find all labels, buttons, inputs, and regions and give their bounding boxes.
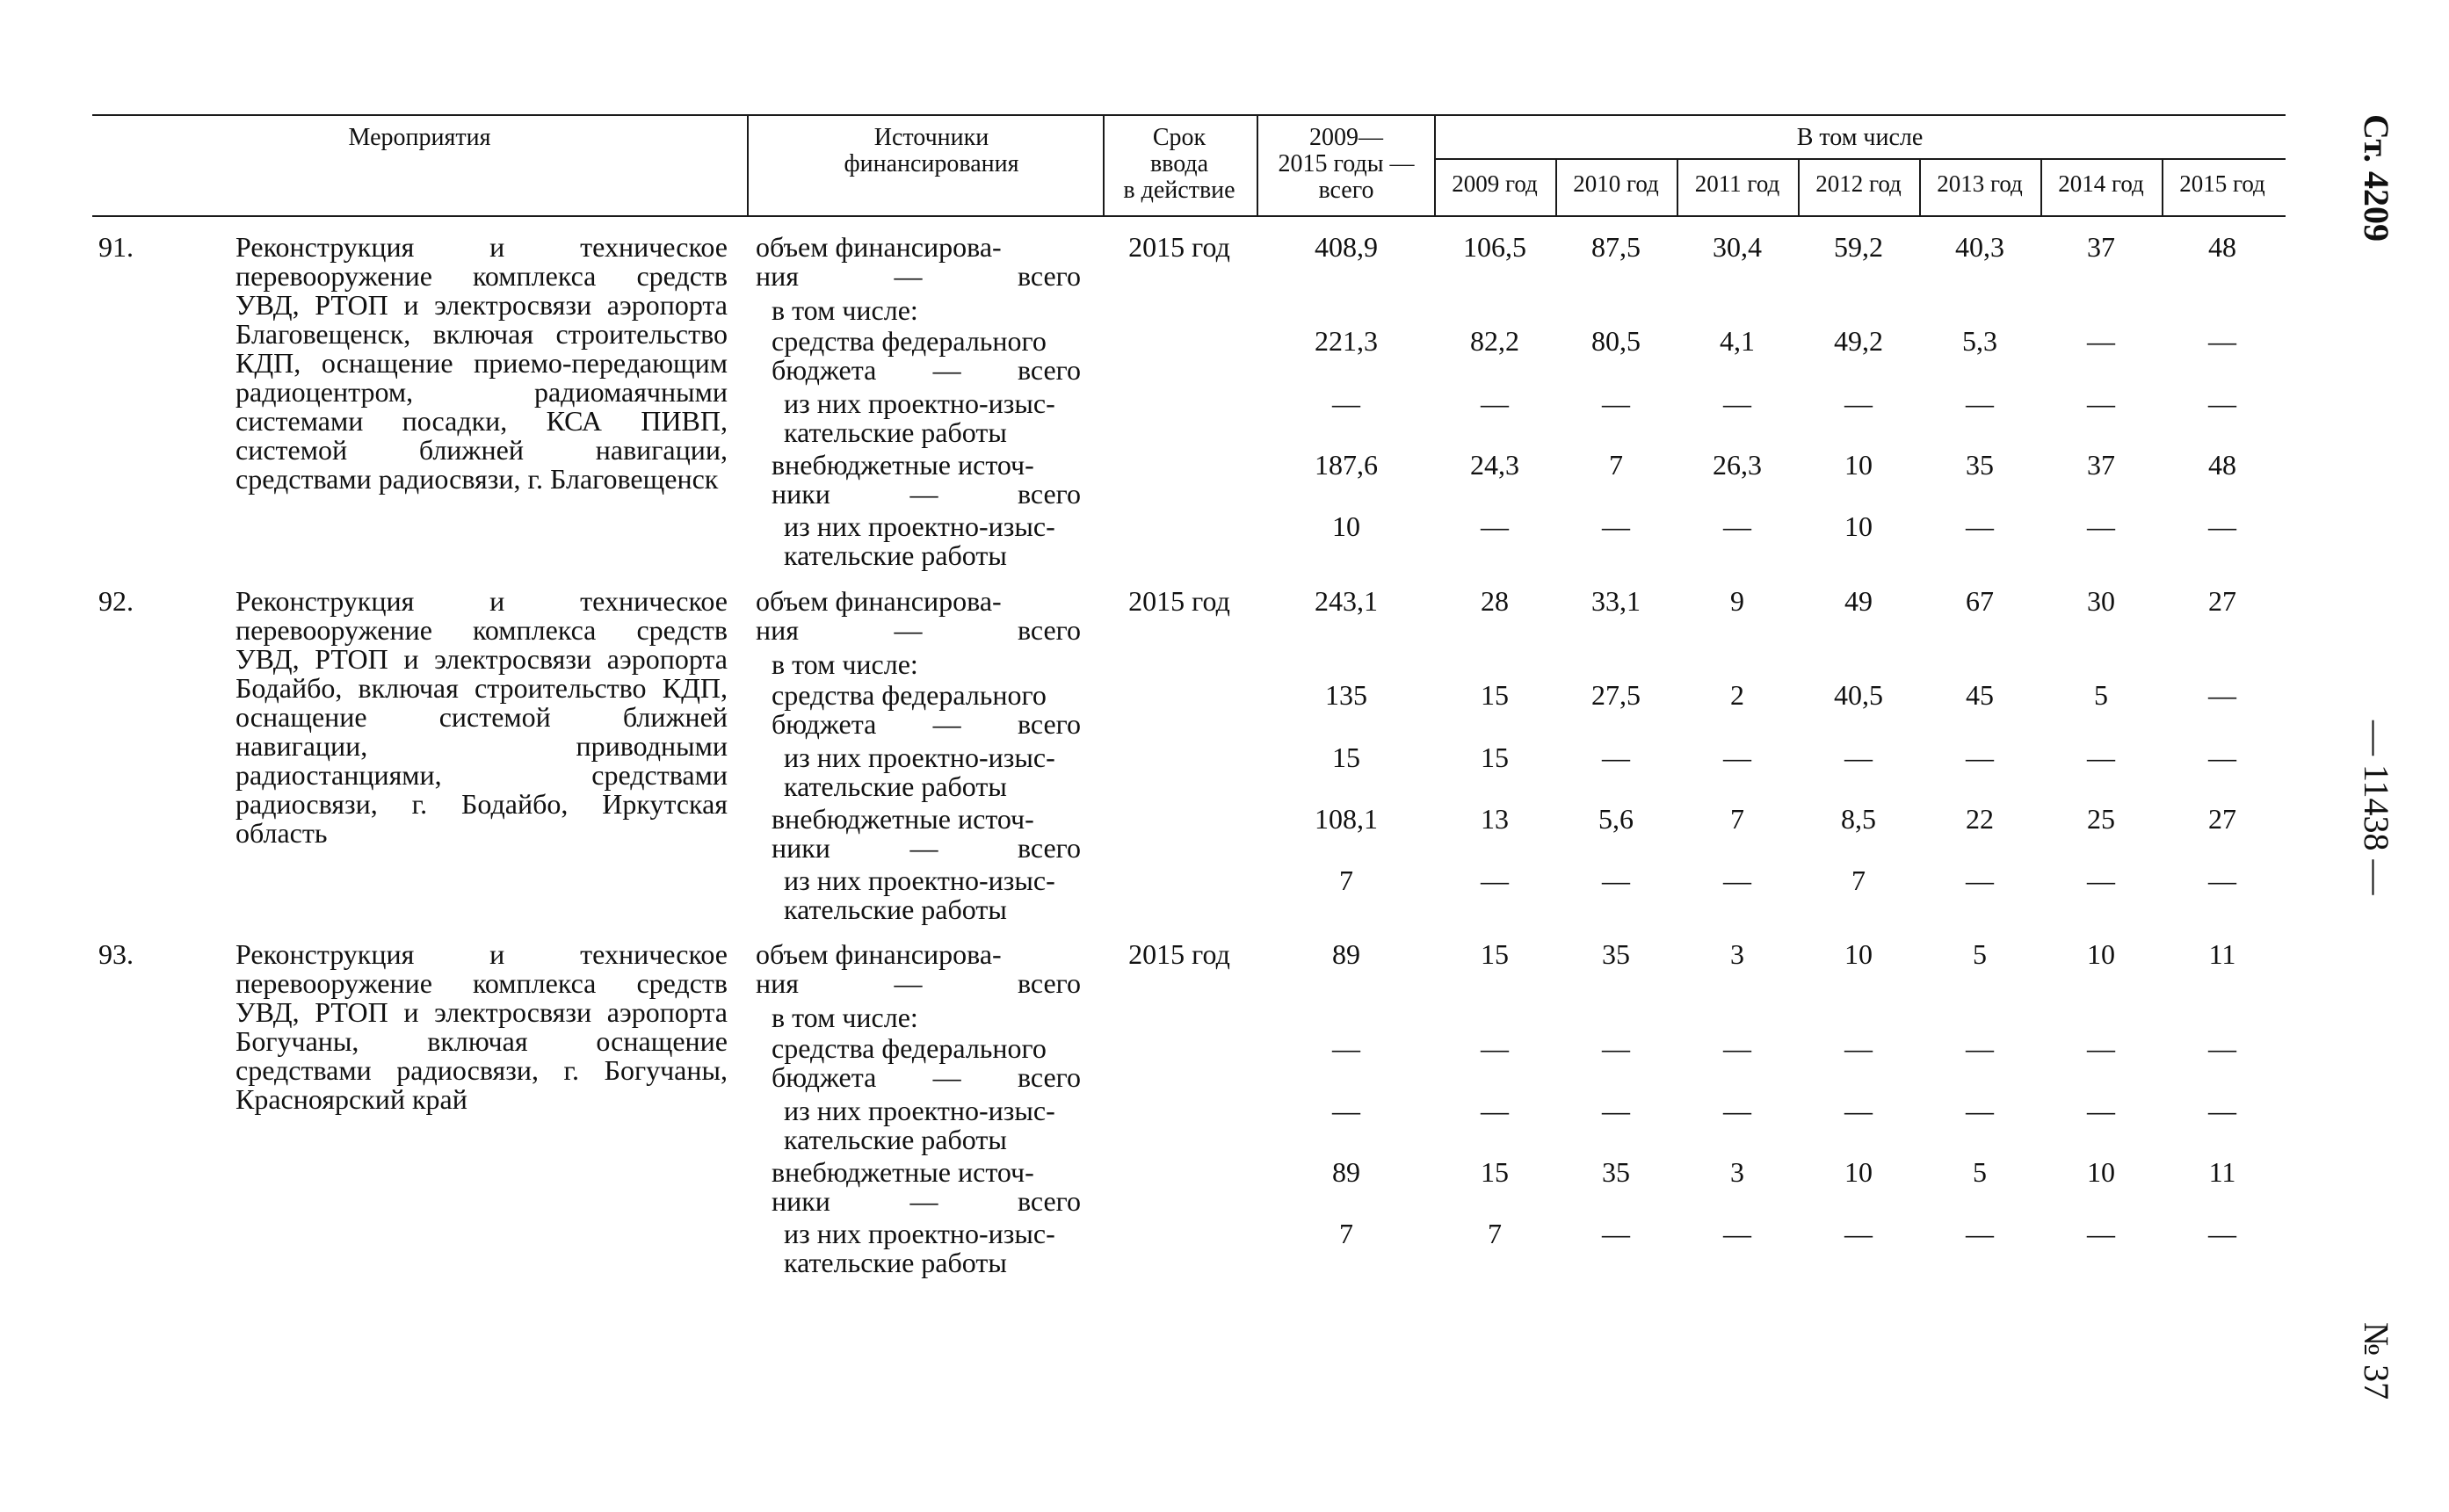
year-value-2012: 40,5 xyxy=(1834,679,1883,711)
funding-source-label: из них проектно-изыс- кательские работы xyxy=(784,742,1055,802)
header-measures: Мероприятия xyxy=(348,124,491,151)
year-value-2015: — xyxy=(2208,679,2236,711)
year-value-2013: 5,3 xyxy=(1962,325,1997,357)
doc-number: — 11438 — xyxy=(2357,720,2396,895)
year-value-2014: 37 xyxy=(2087,231,2115,263)
year-value-2015: — xyxy=(2208,325,2236,357)
funding-source-label: из них проектно-изыс- кательские работы xyxy=(784,1218,1055,1278)
year-value-2009: 13 xyxy=(1481,803,1509,835)
year-value-2012: 10 xyxy=(1844,510,1873,542)
funding-source-label: из них проектно-изыс- кательские работы xyxy=(784,510,1055,571)
year-value-2011: 26,3 xyxy=(1713,449,1762,481)
deadline-cell: 2015 год xyxy=(1128,938,1230,970)
funding-source-label: внебюджетные источ- ники — всего xyxy=(772,1156,1081,1217)
page-label: Ст. 4209 xyxy=(2357,114,2396,242)
year-value-2015: 27 xyxy=(2208,585,2236,617)
year-value-2010: — xyxy=(1602,1218,1630,1249)
year-value-2009: 7 xyxy=(1488,1218,1502,1249)
year-value-2010: — xyxy=(1602,742,1630,773)
funding-source-label: из них проектно-изыс- кательские работы xyxy=(784,865,1055,925)
year-value-2012: 10 xyxy=(1844,938,1873,970)
year-value-2011: — xyxy=(1723,1218,1751,1249)
year-value-2015: — xyxy=(2208,742,2236,773)
header-including: В том числе xyxy=(1796,124,1924,151)
year-value-2011: — xyxy=(1723,742,1751,773)
year-value-2015: — xyxy=(2208,387,2236,419)
issue-number: № 37 xyxy=(2357,1322,2396,1400)
funding-source-label: средства федерального бюджета — всего xyxy=(772,1032,1081,1093)
funding-source-label: средства федерального бюджета — всего xyxy=(772,325,1081,386)
total-value: — xyxy=(1332,1032,1360,1064)
year-value-2015: 48 xyxy=(2208,231,2236,263)
total-value: 187,6 xyxy=(1315,449,1378,481)
year-value-2015: 27 xyxy=(2208,803,2236,835)
header-divider xyxy=(1257,114,1258,217)
total-value: — xyxy=(1332,1095,1360,1126)
total-value: 15 xyxy=(1332,742,1360,773)
year-value-2014: — xyxy=(2087,1095,2115,1126)
year-value-2013: — xyxy=(1966,742,1994,773)
year-value-2010: — xyxy=(1602,510,1630,542)
year-value-2012: — xyxy=(1844,1095,1873,1126)
year-value-2014: 30 xyxy=(2087,585,2115,617)
year-value-2009: — xyxy=(1481,865,1509,896)
year-value-2014: — xyxy=(2087,1218,2115,1249)
year-value-2011: — xyxy=(1723,510,1751,542)
funding-source-label: из них проектно-изыс- кательские работы xyxy=(784,1095,1055,1155)
funding-source-label: из них проектно-изыс- кательские работы xyxy=(784,387,1055,448)
year-value-2013: — xyxy=(1966,1032,1994,1064)
total-value: 7 xyxy=(1339,865,1353,896)
funding-source-label: объем финансирова- ния — всего xyxy=(756,231,1081,292)
year-value-2011: 2 xyxy=(1730,679,1744,711)
header-divider xyxy=(747,114,749,217)
measure-description: Реконструкция и техническое перевооружение комплекса средств УВД, РТОП и электросвязи аэропорта Богучаны, включая оснащение средствами радиосвязи, г. Богучаны, Красноярский край xyxy=(235,938,728,1115)
total-value: 108,1 xyxy=(1315,803,1378,835)
year-value-2014: — xyxy=(2087,742,2115,773)
header-year-2012: 2012 год xyxy=(1815,170,1902,197)
year-value-2009: 106,5 xyxy=(1463,231,1526,263)
header-mid-rule xyxy=(1434,158,2286,160)
year-value-2010: 33,1 xyxy=(1591,585,1641,617)
year-value-2012: — xyxy=(1844,742,1873,773)
year-value-2011: — xyxy=(1723,1032,1751,1064)
year-value-2012: 10 xyxy=(1844,1156,1873,1188)
header-year-2014: 2014 год xyxy=(2058,170,2144,197)
year-value-2013: 5 xyxy=(1973,1156,1987,1188)
year-value-2014: — xyxy=(2087,510,2115,542)
deadline-cell: 2015 год xyxy=(1128,231,1230,263)
year-value-2009: 15 xyxy=(1481,1156,1509,1188)
header-total: 2009— 2015 годы — всего xyxy=(1278,124,1415,204)
year-value-2011: 30,4 xyxy=(1713,231,1762,263)
year-value-2015: 11 xyxy=(2208,938,2236,970)
year-value-2012: 7 xyxy=(1851,865,1866,896)
total-value: 221,3 xyxy=(1315,325,1378,357)
year-value-2014: 10 xyxy=(2087,938,2115,970)
total-value: 89 xyxy=(1332,1156,1360,1188)
row-number: 92. xyxy=(98,585,134,617)
year-value-2014: 5 xyxy=(2094,679,2108,711)
year-value-2010: 7 xyxy=(1609,449,1623,481)
measure-description: Реконструкция и техническое перевооружение комплекса средств УВД, РТОП и электросвязи аэропорта Благовещенск, включая строительство КДП, оснащение приемо-передающим радиоцентром, радиомаячными системами посадки, КСА ПИВП, системой ближней навигации, средствами радиосвязи, г. Благовещенск xyxy=(235,231,728,495)
header-sources: Источники финансирования xyxy=(844,124,1019,177)
total-value: 10 xyxy=(1332,510,1360,542)
year-value-2014: — xyxy=(2087,865,2115,896)
year-value-2011: 3 xyxy=(1730,938,1744,970)
year-value-2010: 27,5 xyxy=(1591,679,1641,711)
year-value-2015: 11 xyxy=(2208,1156,2236,1188)
year-value-2010: 80,5 xyxy=(1591,325,1641,357)
year-value-2015: 48 xyxy=(2208,449,2236,481)
year-value-2014: 10 xyxy=(2087,1156,2115,1188)
funding-source-label: внебюджетные источ- ники — всего xyxy=(772,449,1081,510)
year-value-2009: 24,3 xyxy=(1470,449,1519,481)
total-value: 89 xyxy=(1332,938,1360,970)
header-year-2013: 2013 год xyxy=(1937,170,2023,197)
funding-source-label: в том числе: xyxy=(772,294,918,326)
year-value-2012: — xyxy=(1844,1032,1873,1064)
year-value-2010: 5,6 xyxy=(1598,803,1634,835)
row-number: 93. xyxy=(98,938,134,970)
year-value-2010: — xyxy=(1602,1095,1630,1126)
year-value-2010: — xyxy=(1602,1032,1630,1064)
year-value-2014: — xyxy=(2087,387,2115,419)
year-value-2011: 4,1 xyxy=(1720,325,1755,357)
header-bottom-rule xyxy=(92,215,2286,217)
year-value-2012: 59,2 xyxy=(1834,231,1883,263)
year-value-2010: — xyxy=(1602,387,1630,419)
funding-source-label: в том числе: xyxy=(772,1002,918,1033)
funding-source-label: объем финансирова- ния — всего xyxy=(756,938,1081,999)
funding-source-label: средства федерального бюджета — всего xyxy=(772,679,1081,740)
year-value-2009: — xyxy=(1481,1095,1509,1126)
year-value-2010: 87,5 xyxy=(1591,231,1641,263)
year-value-2012: — xyxy=(1844,387,1873,419)
year-value-2013: — xyxy=(1966,1218,1994,1249)
row-number: 91. xyxy=(98,231,134,263)
year-value-2015: — xyxy=(2208,510,2236,542)
year-value-2009: — xyxy=(1481,1032,1509,1064)
year-value-2009: 15 xyxy=(1481,679,1509,711)
year-value-2013: 5 xyxy=(1973,938,1987,970)
year-value-2012: 49 xyxy=(1844,585,1873,617)
year-value-2011: — xyxy=(1723,1095,1751,1126)
year-value-2011: — xyxy=(1723,387,1751,419)
funding-source-label: в том числе: xyxy=(772,648,918,680)
year-value-2011: — xyxy=(1723,865,1751,896)
year-value-2010: 35 xyxy=(1602,938,1630,970)
header-year-2010: 2010 год xyxy=(1573,170,1659,197)
year-value-2014: 37 xyxy=(2087,449,2115,481)
year-value-2009: 15 xyxy=(1481,742,1509,773)
header-top-rule xyxy=(92,114,2286,116)
year-value-2015: — xyxy=(2208,1095,2236,1126)
year-value-2011: 3 xyxy=(1730,1156,1744,1188)
year-value-2013: 45 xyxy=(1966,679,1994,711)
year-value-2010: — xyxy=(1602,865,1630,896)
year-value-2015: — xyxy=(2208,865,2236,896)
total-value: 408,9 xyxy=(1315,231,1378,263)
total-value: 243,1 xyxy=(1315,585,1378,617)
header-year-2009: 2009 год xyxy=(1452,170,1538,197)
year-value-2009: — xyxy=(1481,387,1509,419)
year-value-2014: — xyxy=(2087,1032,2115,1064)
year-value-2013: 22 xyxy=(1966,803,1994,835)
deadline-cell: 2015 год xyxy=(1128,585,1230,617)
year-value-2012: — xyxy=(1844,1218,1873,1249)
year-value-2009: — xyxy=(1481,510,1509,542)
total-value: 135 xyxy=(1325,679,1367,711)
year-value-2011: 9 xyxy=(1730,585,1744,617)
year-value-2013: — xyxy=(1966,387,1994,419)
total-value: — xyxy=(1332,387,1360,419)
header-year-2011: 2011 год xyxy=(1694,170,1780,197)
year-value-2013: 40,3 xyxy=(1955,231,2004,263)
header-deadline: Срок ввода в действие xyxy=(1123,124,1235,204)
year-value-2015: — xyxy=(2208,1218,2236,1249)
year-value-2009: 15 xyxy=(1481,938,1509,970)
year-value-2012: 49,2 xyxy=(1834,325,1883,357)
year-value-2010: 35 xyxy=(1602,1156,1630,1188)
year-value-2014: — xyxy=(2087,325,2115,357)
header-year-2015: 2015 год xyxy=(2179,170,2265,197)
year-value-2012: 10 xyxy=(1844,449,1873,481)
year-value-2014: 25 xyxy=(2087,803,2115,835)
year-value-2013: 35 xyxy=(1966,449,1994,481)
measure-description: Реконструкция и техническое перевооружение комплекса средств УВД, РТОП и электросвязи аэропорта Бодайбо, включая строительство КДП, оснащение системой ближней навигации, приводными радиостанциями, средствами радиосвязи, г. Бодайбо, Иркутская область xyxy=(235,585,728,849)
funding-source-label: объем финансирова- ния — всего xyxy=(756,585,1081,646)
funding-source-label: внебюджетные источ- ники — всего xyxy=(772,803,1081,864)
year-value-2013: — xyxy=(1966,510,1994,542)
year-value-2013: 67 xyxy=(1966,585,1994,617)
year-value-2009: 82,2 xyxy=(1470,325,1519,357)
year-value-2011: 7 xyxy=(1730,803,1744,835)
total-value: 7 xyxy=(1339,1218,1353,1249)
year-value-2013: — xyxy=(1966,865,1994,896)
year-value-2013: — xyxy=(1966,1095,1994,1126)
year-value-2015: — xyxy=(2208,1032,2236,1064)
header-divider xyxy=(1103,114,1105,217)
year-value-2012: 8,5 xyxy=(1841,803,1876,835)
year-value-2009: 28 xyxy=(1481,585,1509,617)
